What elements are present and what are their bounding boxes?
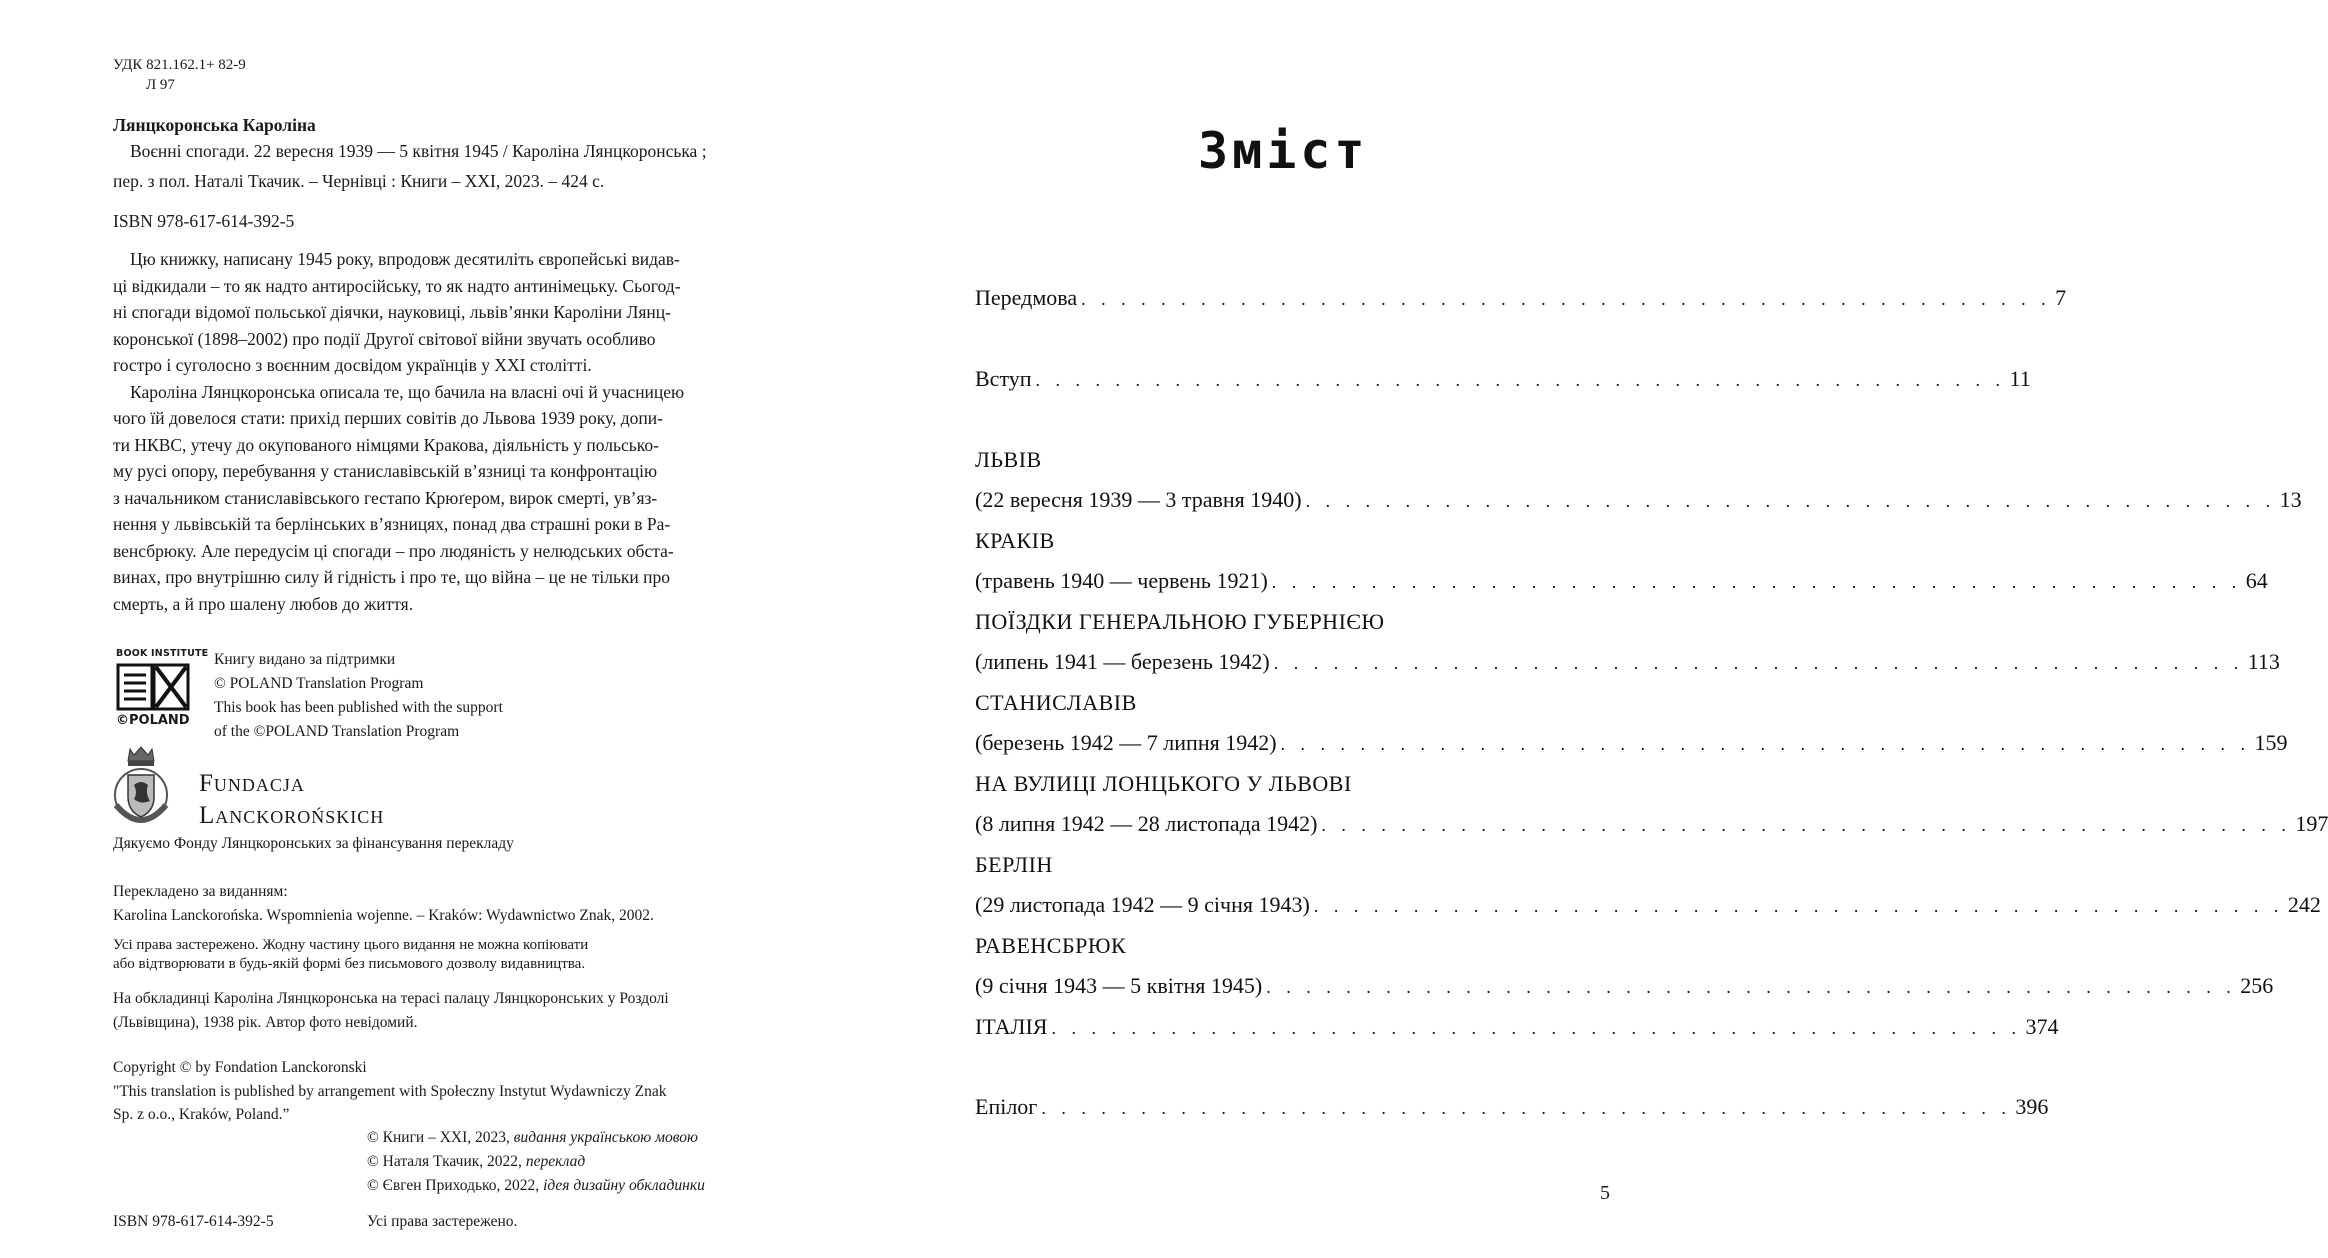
support-line: © POLAND Translation Program: [214, 675, 424, 692]
fundacja-name: [199, 768, 384, 832]
annotation-line: гостро і суголосно з воєнним досвідом українців у XXI столітті.: [113, 355, 592, 375]
author-heading: Лянцкоронська Кароліна: [113, 115, 316, 135]
annotation: [113, 246, 753, 617]
support-line: of the ©POLAND Translation Program: [214, 723, 460, 740]
imprint-page: [0, 0, 856, 1258]
annotation-line: му русі опору, перебування у станиславівській в’язниці та конфронтацію: [113, 461, 658, 481]
toc-leader-dots: . . . . . . . . . . . . . . . . . . . . . . . . . . . . . . . . . . . . . . . . . . . . . . . . .: [1081, 289, 2052, 309]
toc-page-number: 7: [2055, 285, 2067, 310]
rights-line: Усі права застережено. Жодну частину цього видання не можна копіювати: [113, 937, 589, 953]
annotation-line: ці відкидали – то як надто антиросійську, то як надто антинімецьку. Сьогод-: [113, 275, 681, 296]
toc-page-number: 11: [2009, 366, 2031, 391]
toc-entry-label: (березень 1942 — 7 липня 1942): [975, 730, 1277, 755]
isbn-bottom: ISBN 978-617-614-392-5: [113, 1213, 274, 1230]
all-rights: Усі права застережено.: [367, 1213, 518, 1230]
rights-line: або відтворювати в будь-якій формі без письмового дозволу видавництва.: [113, 956, 586, 972]
udk-code: УДК 821.162.1+ 82-9: [113, 57, 246, 73]
copyright-line: Copyright © by Fondation Lanckoronski: [113, 1059, 367, 1076]
toc-entry-label: Епілог: [975, 1094, 1038, 1119]
toc-leader-dots: . . . . . . . . . . . . . . . . . . . . . . . . . . . . . . . . . . . . . . . . . . . . . . . . .: [1041, 1098, 2012, 1118]
toc-entry-label: (9 січня 1943 — 5 квітня 1945): [975, 973, 1263, 998]
toc-entry-label: (29 листопада 1942 — 9 січня 1943): [975, 892, 1310, 917]
toc-entry[interactable]: [975, 285, 2067, 317]
annotation-line: нення у львівській та берлінських в’язницях, понад два страшні роки в Ра-: [113, 514, 671, 534]
toc-page-number: 374: [2025, 1014, 2059, 1039]
toc-leader-dots: . . . . . . . . . . . . . . . . . . . . . . . . . . . . . . . . . . . . . . . . . . . . . . . . .: [1051, 1018, 2022, 1038]
cover-note: [113, 987, 669, 1035]
fundacja-thanks: Дякуємо Фонду Лянцкоронських за фінансування перекладу: [113, 835, 514, 852]
annotation-line: ні спогади відомої польської діячки, науковиці, львів’янки Кароліни Лянц-: [113, 302, 671, 322]
toc-page-number: 13: [2279, 487, 2302, 512]
credit-line: [367, 1150, 705, 1174]
credit-line: [367, 1174, 705, 1198]
toc-entry-label: (22 вересня 1939 — 3 травня 1940): [975, 487, 1302, 512]
toc-page-number: 256: [2240, 973, 2274, 998]
translated-from-label: Перекладено за виданням:: [113, 883, 288, 900]
toc-leader-dots: . . . . . . . . . . . . . . . . . . . . . . . . . . . . . . . . . . . . . . . . . . . . . . . . .: [1035, 370, 2006, 390]
toc-leader-dots: . . . . . . . . . . . . . . . . . . . . . . . . . . . . . . . . . . . . . . . . . . . . . . . . .: [1266, 977, 2237, 997]
toc-entry[interactable]: [975, 811, 2328, 843]
credit-role: видання українською мовою: [513, 1129, 698, 1146]
book-institute-logo-top-text: BOOK INSTITUTE: [116, 648, 209, 659]
isbn-top: ISBN 978-617-614-392-5: [113, 211, 295, 231]
translated-from-source: Karolina Lanckorońska. Wspomnienia wojenne. – Kraków: Wydawnictwo Znak, 2002.: [113, 907, 654, 924]
credits: [367, 1126, 705, 1198]
toc-title: Зміст: [1198, 122, 1369, 180]
credit-holder: © Євген Приходько, 2022,: [367, 1177, 544, 1194]
toc-page-number: 242: [2287, 892, 2321, 917]
book-institute-logo: [116, 648, 209, 730]
toc-entry[interactable]: [975, 892, 2321, 924]
toc-entry-label: Вступ: [975, 366, 1032, 391]
toc-entry[interactable]: [975, 973, 2274, 1005]
annotation-line: з начальником станиславівського гестапо Крюґером, вирок смерті, ув’яз-: [113, 487, 658, 508]
toc-page-number: 64: [2245, 568, 2268, 593]
toc-leader-dots: . . . . . . . . . . . . . . . . . . . . . . . . . . . . . . . . . . . . . . . . . . . . . . . . .: [1321, 815, 2292, 835]
toc-chapter-heading: ЛЬВІВ: [975, 447, 1042, 472]
toc-entry-label: ІТАЛІЯ: [975, 1014, 1048, 1039]
credit-role: переклад: [525, 1153, 586, 1170]
toc-chapter-heading: БЕРЛІН: [975, 852, 1053, 877]
toc-page-number: 396: [2015, 1094, 2049, 1119]
toc-chapter-heading: РАВЕНСБРЮК: [975, 933, 1127, 958]
toc-leader-dots: . . . . . . . . . . . . . . . . . . . . . . . . . . . . . . . . . . . . . . . . . . . . . . . . .: [1280, 734, 2251, 754]
credit-line: [367, 1126, 705, 1150]
toc-chapter-heading: ПОЇЗДКИ ГЕНЕРАЛЬНОЮ ГУБЕРНІЄЮ: [975, 609, 1385, 634]
translated-from: [113, 880, 654, 928]
toc-entry-label: (липень 1941 — березень 1942): [975, 649, 1270, 674]
copyright-line: Sp. z o.o., Kraków, Poland.”: [113, 1106, 290, 1123]
page-number: 5: [1600, 1182, 1610, 1204]
annotation-line: Кароліна Лянцкоронська описала те, що бачила на власні очі й учасницею: [130, 381, 685, 402]
toc-entry-label: Передмова: [975, 285, 1078, 310]
rights-notice: [113, 936, 588, 974]
toc-leader-dots: . . . . . . . . . . . . . . . . . . . . . . . . . . . . . . . . . . . . . . . . . . . . . . . . .: [1305, 491, 2276, 511]
toc-entry-label: (8 липня 1942 — 28 листопада 1942): [975, 811, 1318, 836]
fundacja-name-line: Fundacja: [199, 770, 305, 797]
annotation-line: смерть, а й про шалену любов до життя.: [113, 593, 414, 614]
support-line: This book has been published with the support: [214, 699, 503, 716]
credit-holder: © Книги – XXI, 2023,: [367, 1129, 514, 1146]
toc-entry[interactable]: [975, 730, 2288, 762]
toc-page-number: 113: [2247, 649, 2280, 674]
toc-entry[interactable]: [975, 568, 2268, 600]
annotation-line: коронської (1898–2002) про події Другої світової війни звучать особливо: [113, 328, 656, 349]
annotation-line: чого їй довелося стати: прихід перших совітів до Львова 1939 року, допи-: [113, 408, 663, 428]
book-institute-text: [214, 648, 503, 744]
biblio-line-2: пер. з пол. Наталі Ткачик. – Чернівці : Книги – XXI, 2023. – 424 с.: [113, 171, 605, 191]
toc-page-number: 197: [2295, 811, 2328, 836]
toc-chapter-heading: СТАНИСЛАВІВ: [975, 690, 1137, 715]
toc-entry[interactable]: [975, 487, 2302, 519]
toc-entry-label: (травень 1940 — червень 1921): [975, 568, 1268, 593]
support-line: Книгу видано за підтримки: [214, 651, 396, 668]
annotation-line: винах, про внутрішню силу й гідність і про те, що війна – це не тільки про: [113, 567, 671, 587]
author-sign: Л 97: [146, 77, 175, 93]
toc-leader-dots: . . . . . . . . . . . . . . . . . . . . . . . . . . . . . . . . . . . . . . . . . . . . . . . . .: [1313, 896, 2284, 916]
fundacja-crest-icon: [112, 745, 170, 830]
book-institute-mark-icon: [116, 663, 192, 711]
toc-entry[interactable]: [975, 1094, 2049, 1126]
book-institute-logo-bottom-text: ©POLAND: [116, 713, 190, 728]
toc-page-number: 159: [2254, 730, 2288, 755]
toc-chapter-heading: НА ВУЛИЦІ ЛОНЦЬКОГО У ЛЬВОВІ: [975, 771, 1352, 796]
annotation-line: ти НКВС, утечу до окупованого німцями Кракова, діяльність у польсько-: [113, 434, 659, 455]
fundacja-name-line: Lanckorońskich: [199, 802, 385, 829]
toc-chapter-heading: КРАКІВ: [975, 528, 1055, 553]
biblio-line-1: Воєнні спогади. 22 вересня 1939 — 5 квітня 1945 / Кароліна Лянцкоронська ;: [130, 141, 707, 161]
annotation-line: Цю книжку, написану 1945 року, впродовж десятиліть європейські видав-: [130, 249, 680, 269]
toc-leader-dots: . . . . . . . . . . . . . . . . . . . . . . . . . . . . . . . . . . . . . . . . . . . . . . . . .: [1273, 653, 2244, 673]
toc-entry[interactable]: [975, 366, 2031, 398]
annotation-line: венсбрюку. Але передусім ці спогади – про людяність у нелюдських обста-: [113, 540, 674, 561]
credit-holder: © Наталя Ткачик, 2022,: [367, 1153, 526, 1170]
toc-leader-dots: . . . . . . . . . . . . . . . . . . . . . . . . . . . . . . . . . . . . . . . . . . . . . . . . .: [1271, 572, 2242, 592]
cover-note-line: На обкладинці Кароліна Лянцкоронська на терасі палацу Лянцкоронських у Роздолі: [113, 990, 669, 1007]
copyright-block: [113, 1056, 753, 1127]
copyright-line: "This translation is published by arrangement with Społeczny Instytut Wydawniczy Znak: [113, 1082, 667, 1100]
toc-entry[interactable]: [975, 1014, 2059, 1046]
cover-note-line: (Львівщина), 1938 рік. Автор фото невідомий.: [113, 1014, 418, 1031]
toc-entry[interactable]: [975, 649, 2280, 681]
credit-role: ідея дизайну обкладинки: [543, 1177, 705, 1194]
